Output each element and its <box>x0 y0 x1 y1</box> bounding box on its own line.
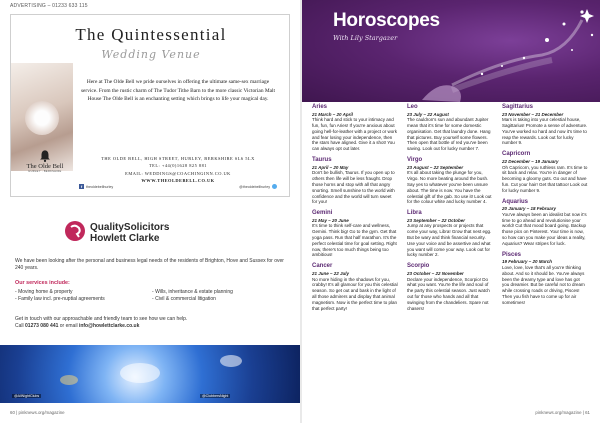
sign-gemini <box>312 210 398 258</box>
ad-contact-block <box>79 155 277 184</box>
sign-name: Leo <box>407 104 418 110</box>
sign-capricorn <box>502 151 588 193</box>
twitter-handle: @theoldebellhurley <box>239 184 270 189</box>
qs-brand-firm: Howlett Clarke <box>90 233 160 244</box>
horoscopes-title: Horoscopes <box>333 10 440 31</box>
sign-dates: 21 March – 20 April <box>312 111 353 117</box>
horoscope-column <box>312 104 398 316</box>
page-folio-left: 60 | pinknews.org/magazine <box>10 410 65 415</box>
horoscopes-byline: With Lily Stargazer <box>333 34 398 42</box>
sign-name: Pisces <box>502 251 522 258</box>
sign-name: Taurus <box>312 157 332 164</box>
ad-address: THE OLDE BELL, HIGH STREET, HURLEY, BERKSHIRE SL6 5LX <box>101 156 255 161</box>
sign-text: It's all about taking the plunge for you, Virgo. No more beating around the bush. Say yes to whatever you've been unsure about. The time is now. You have the celestial gift of the gab. So use it! Look out for the colour white and lucky number 4. <box>407 170 492 205</box>
sign-aquarius <box>502 199 588 247</box>
horoscopes-header <box>302 0 600 102</box>
qs-contact-text: Get in touch with our approachable and friendly team to see how we can help. <box>15 316 188 322</box>
sign-taurus <box>312 157 398 205</box>
ad-title: The Quintessential <box>75 25 227 44</box>
quality-solicitors-logo-icon <box>64 220 86 242</box>
sign-name: Aries <box>312 104 328 110</box>
sign-dates: 21 May – 20 June <box>312 217 349 223</box>
sign-dates: 23 October – 22 November <box>407 270 464 276</box>
qs-services-heading: Our services include: <box>15 280 70 286</box>
sign-virgo <box>407 157 493 205</box>
qs-intro-text: We have been looking after the personal and business legal needs of the residents of Brighton, Hove and Sussex for over 240 years. <box>15 258 284 272</box>
qs-contact <box>15 316 285 330</box>
sign-dates: 23 November – 21 December <box>502 111 564 117</box>
sign-text: The cauldron's sun and abundant Jupiter mean that it's time for some domestic organisation. Get that laundry done. Hang that pictures. Buy yourself some flowers. Then open that bottle of red you've been saving. Look out for lucky number 7. <box>407 117 491 152</box>
sign-text: Declare your independence, Scorpio! Do what you want. You're the life and soul of the party this celestial season. Just watch out for those who hands and all that swinging from the chandeliers. Spare not chasers! <box>407 276 490 311</box>
light-flare <box>120 363 160 383</box>
running-head: ADVERTISING – 01233 633 115 <box>10 3 88 9</box>
sign-name: Aquarius <box>502 198 529 205</box>
sign-text: It's time to think self-care and wellness, Gemini. Think big! Go to the gym. Get that yoga pass. Run that half marathon. It's the perfect celestial time for goal setting. Right now, there's too much things being too ambitious! <box>312 223 397 258</box>
ad-social-bar <box>79 183 277 192</box>
quality-solicitors-ad[interactable] <box>10 216 290 343</box>
sign-name: Capricorn <box>502 151 531 158</box>
sign-pisces <box>502 252 588 306</box>
bouquet-image <box>25 101 59 135</box>
sign-text: Jump at any prospects or projects that come your way, Libra! Grow that nest egg. But be wary and think financial security. Use your voice and be assertive and what you want will come your way. Look out for lucky number 2. <box>407 223 492 258</box>
qs-email-label: or email <box>58 323 79 330</box>
light-flare <box>220 355 242 367</box>
qs-service-item: - Wills, inheritance & estate planning <box>152 289 233 296</box>
qs-service-item: - Moving home & property <box>15 289 105 296</box>
logo-name: The Olde Bell <box>26 163 64 170</box>
olde-bell-logo <box>21 149 69 173</box>
sign-dates: 23 September – 22 October <box>407 217 466 223</box>
sign-text: Don't be bullish, Taurus. If you open up to others then life will be less fraught. Drop those horns and stop with all that angry snorting. Smell sunshine to the world with confidence and the world will turn sweet for you! <box>312 170 395 205</box>
party-photo <box>0 345 300 403</box>
sign-name: Gemini <box>312 210 333 217</box>
sign-dates: 20 January – 18 February <box>502 206 557 212</box>
facebook-link[interactable] <box>79 184 113 189</box>
sign-cancer <box>312 263 398 311</box>
ad-tel: TEL: +44(0)1628 825 881 <box>149 163 207 169</box>
logo-subtitle: HURLEY · BERKSHIRE <box>28 170 62 173</box>
sign-name: Scorpio <box>407 263 430 270</box>
sign-libra <box>407 210 493 258</box>
bell-icon <box>38 149 52 163</box>
qs-service-item: - Family law incl. pre-nuptial agreements <box>15 296 105 303</box>
sign-name: Libra <box>407 210 422 217</box>
horoscope-column <box>502 104 588 311</box>
sign-scorpio <box>407 263 493 311</box>
sign-text: Think hard and stick to your intimacy and fun, fun, fun Aries! If you're anxious about going hell-for-leather with a project or work and fear losing your independence, then the stars have aligned. Give it a shot! You can always opt out later. <box>312 117 398 152</box>
sign-name: Cancer <box>312 263 333 270</box>
qs-brand-name: QualitySolicitors <box>90 222 170 233</box>
sign-dates: 23 July – 22 August <box>407 111 449 117</box>
qs-services-list-2 <box>152 289 233 303</box>
photo-tag: @AllNightClubs <box>14 394 40 398</box>
sign-dates: 21 June – 22 July <box>312 270 350 276</box>
sign-text: No more hiding in the shadows for you, crabby! It's all glamour for you this celestial season. So get out and bask in the light of all those admirers and display that animal magnetism. Now is the perfect time to plan that perfect party! <box>312 276 398 311</box>
facebook-icon: f <box>80 184 83 189</box>
sign-name: Virgo <box>407 157 423 164</box>
facebook-handle: theoldebellhurley <box>86 184 114 189</box>
page-folio-right: pinknews.org/magazine | 61 <box>535 410 590 415</box>
ad-web[interactable]: WWW.THEOLDEBELL.CO.UK <box>141 177 215 183</box>
sign-name: Sagittarius <box>502 104 534 110</box>
qs-phone[interactable]: 01273 080 441 <box>25 323 59 330</box>
sign-text: Oh Capricorn, you ruthless ram. It's time to sit back and relax. You're in danger of becoming a gloomy guts. Go out and have fun. Cut your hair! Get that tattoo! Look out for lucky number 9. <box>502 164 588 193</box>
twitter-icon <box>272 184 277 189</box>
wedding-venue-ad[interactable] <box>10 14 290 197</box>
sign-text: Mars is taking into your celestial house, Sagittarius! Promote a sense of adventure. You've worked so hard and now it's time to reap the rewards. Look out for lucky number 9. <box>502 117 588 146</box>
sign-dates: 21 April – 20 May <box>312 164 349 170</box>
qs-service-item: - Civil & commercial litigation <box>152 296 233 303</box>
qs-services-list-1 <box>15 289 105 303</box>
sign-dates: 23 August – 22 September <box>407 164 464 170</box>
ad-script-subtitle: Wedding Venue <box>101 48 201 61</box>
sign-dates: 19 February – 20 March <box>502 259 553 265</box>
sign-text: Love, love, love that's all you're thinking about. And so it should be. You've always been the dreamy type and love has got you dreamier. But be careful not to dream while crossing roads or driving, Pisces! Then you fish have to come up for air sometimes! <box>502 264 585 305</box>
right-page <box>302 0 600 423</box>
sign-text: You've always been an idealist but now it's time to go ahead and revolutionise your world! Cut that mood board going. Backup those pics on Pinterest. Your time is now, so how can you make your ideas a reality, Aquarius? Wear stripes for luck. <box>502 211 587 246</box>
photo-tag: @ClubbersNight <box>202 394 229 398</box>
twitter-link[interactable] <box>239 184 277 189</box>
horoscope-column <box>407 104 493 316</box>
sign-aries <box>312 104 398 152</box>
sign-sagittarius <box>502 104 588 146</box>
ad-body-text: Here at The Olde Bell we pride ourselves in offering the ultimate same-sex marriage service. From the rustic charm of The Tudor Tithe Barn to the more classic Victorian Malt House The Olde Bell is an enchanting setting which brings to life your magical day. <box>80 79 276 103</box>
sign-leo <box>407 104 493 152</box>
qs-call-label: Call <box>15 323 26 330</box>
ad-email[interactable]: EMAIL: WEDDINGS@COACHINGINN.CO.UK <box>125 170 231 176</box>
light-flare <box>60 375 78 385</box>
qs-email[interactable]: info@howlettclarke.co.uk <box>78 323 140 330</box>
sign-dates: 22 December – 19 January <box>502 158 559 164</box>
